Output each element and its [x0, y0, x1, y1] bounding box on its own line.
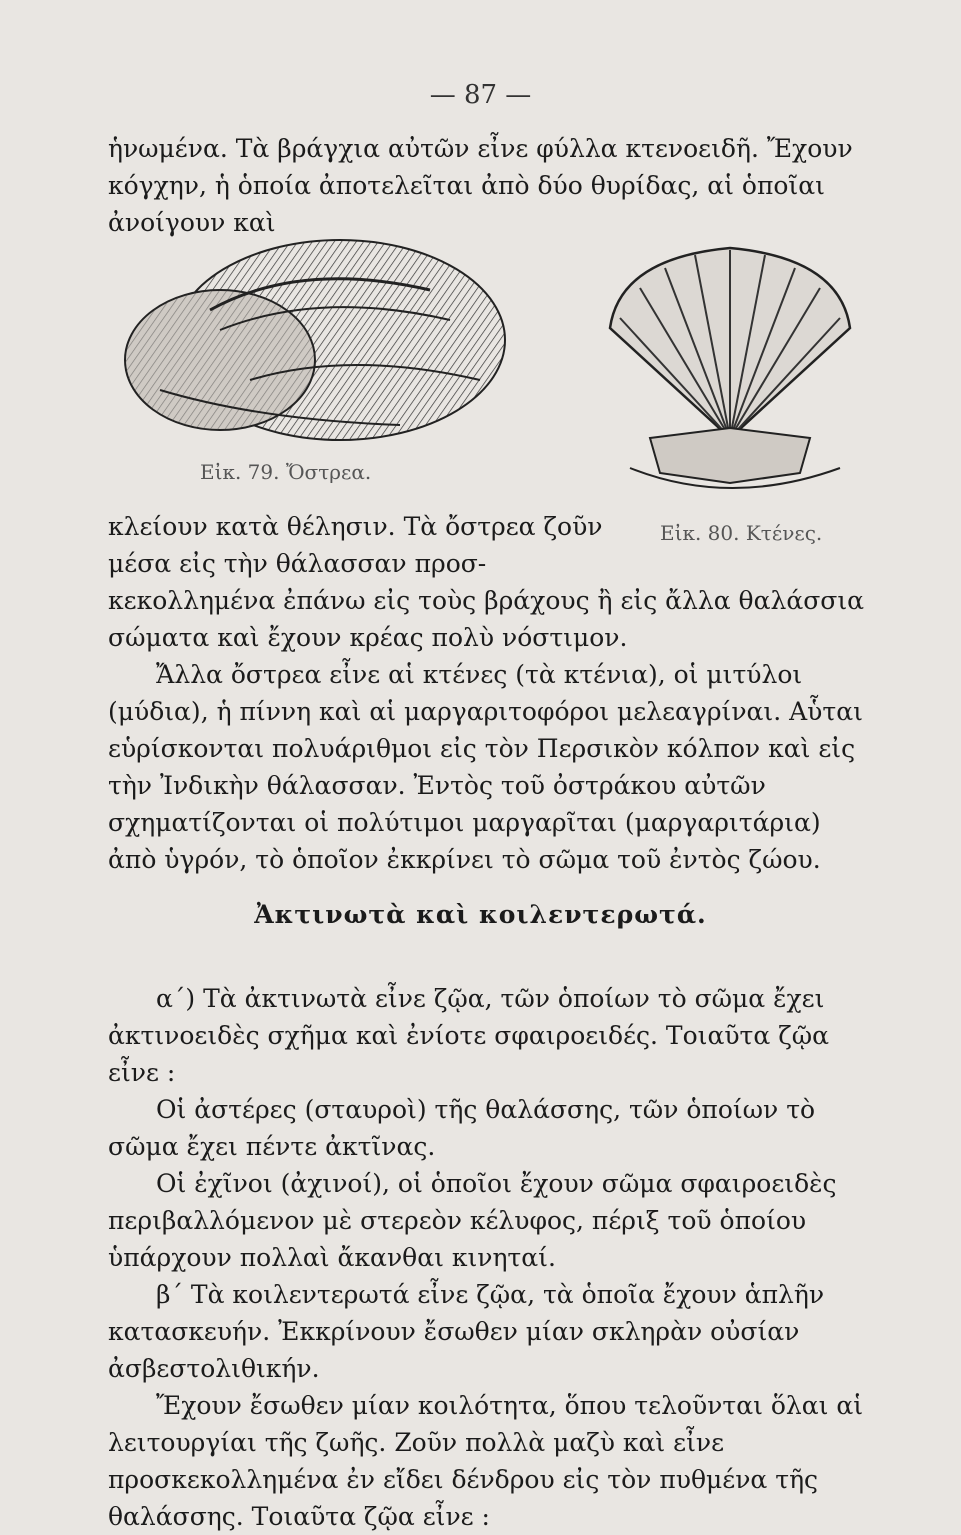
- scallop-illustration: [590, 238, 870, 500]
- after-figures-text: κλείουν κατὰ θέλησιν. Τὰ ὄστρεα ζοῦν μέσα εἰς τὴν θάλασσαν προσ-: [108, 512, 603, 578]
- section-heading: Ἀκτινωτὰ καὶ κοιλεντερωτά.: [254, 900, 707, 929]
- intro-text: ἡνωμένα. Τὰ βράγχια αὐτῶν εἶνε φύλλα κτενοειδῆ. Ἔχουν κόγχην, ἡ ὁποία ἀποτελεῖται ἀπὸ δύο θυρίδας, αἱ ὁποῖαι ἀνοίγουν καὶ: [108, 134, 853, 237]
- section-paragraph-3: Οἱ ἐχῖνοι (ἀχινοί), οἱ ὁποῖοι ἔχουν σῶμα σφαιροειδὲς περιβαλλόμενον μὲ στερεὸν κέλυφος, πέριξ τοῦ ὁποίου ὑπάρχουν πολλαὶ ἄκανθαι κινηταί.: [108, 1169, 837, 1272]
- section-body: [108, 980, 868, 1535]
- paragraph-2: Ἄλλα ὄστρεα εἶνε αἱ κτένες (τὰ κτένια), οἱ μιτύλοι (μύδια), ἡ πίννη καὶ αἱ μαργαριτοφόροι μελεαγρίναι. Αὗται εὑρίσκονται πολυάριθμοι εἰς τὸν Περσικὸν κόλπον καὶ εἰς τὴν Ἰνδικὴν θάλασσαν. Ἐντὸς τοῦ ὀστράκου αὐτῶν σχηματίζονται οἱ πολύτιμοι μαργαρῖται (μαργαριτάρια) ἀπὸ ὑγρόν, τὸ ὁποῖον ἐκκρίνει τὸ σῶμα τοῦ ἐντὸς ζώου.: [108, 660, 863, 874]
- section-paragraph-5: Ἔχουν ἔσωθεν μίαν κοιλότητα, ὅπου τελοῦνται ὅλαι αἱ λειτουργίαι τῆς ζωῆς. Ζοῦν πολλὰ μαζὺ καὶ εἶνε προσκεκολλημένα ἐν εἴδει δένδρου εἰς τὸν πυθμένα τῆς θαλάσσης. Τοιαῦτα ζῷα εἶνε :: [108, 1391, 864, 1531]
- section-paragraph-2: Οἱ ἀστέρες (σταυροὶ) τῆς θαλάσσης, τῶν ὁποίων τὸ σῶμα ἔχει πέντε ἀκτῖνας.: [108, 1095, 816, 1161]
- figure-79-caption: Εἰκ. 79. Ὄστρεα.: [200, 460, 372, 484]
- section-paragraph-1: α΄) Τὰ ἀκτινωτὰ εἶνε ζῷα, τῶν ὁποίων τὸ σῶμα ἔχει ἀκτινοειδὲς σχῆμα καὶ ἐνίοτε σφαιροειδές. Τοιαῦτα ζῷα εἶνε :: [108, 984, 830, 1087]
- body-paragraphs: [108, 582, 868, 878]
- paragraph-1: κεκολλημένα ἐπάνω εἰς τοὺς βράχους ἢ εἰς ἄλλα θαλάσσια σώματα καὶ ἔχουν κρέας πολὺ νόστιμον.: [108, 586, 865, 652]
- section-paragraph-4: β΄ Τὰ κοιλεντερωτά εἶνε ζῷα, τὰ ὁποῖα ἔχουν ἁπλῆν κατασκευήν. Ἐκκρίνουν ἔσωθεν μίαν σκληρὰν οὐσίαν ἀσβεστολιθικήν.: [108, 1280, 825, 1383]
- oyster-illustration: [100, 220, 520, 450]
- figure-80-caption: Εἰκ. 80. Κτένες.: [660, 521, 823, 545]
- page-number: — 87 —: [429, 80, 532, 110]
